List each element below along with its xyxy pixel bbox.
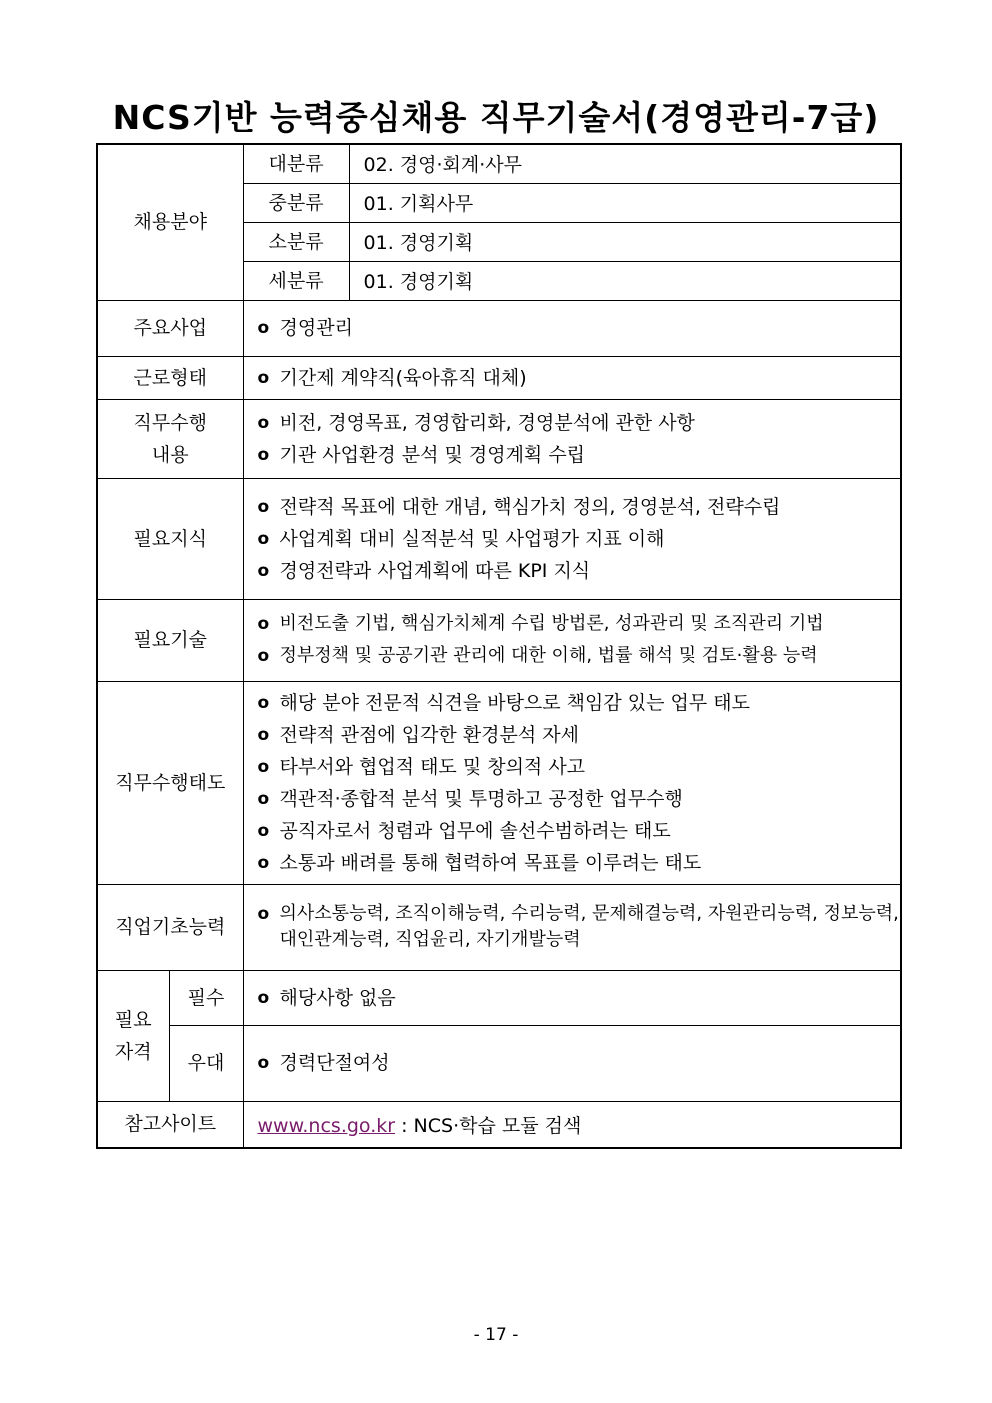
bullet-icon: o	[257, 367, 270, 388]
duties-items	[243, 399, 901, 478]
bullet-icon: o	[257, 496, 270, 517]
page-number: - 17 -	[473, 1325, 519, 1345]
list-item: o 경력단절여성	[258, 1047, 900, 1079]
bullet-icon: o	[257, 1053, 270, 1073]
list-item: o 비전도출 기법, 핵심가치체계 수립 방법론, 성과관리 및 조직관리 기법	[258, 608, 900, 640]
list-item: o 전략적 관점에 입각한 환경분석 자세	[258, 719, 900, 751]
reference-text: : NCS·학습 모듈 검색	[395, 1114, 582, 1137]
list-item: o 사업계획 대비 실적분석 및 사업평가 지표 이해	[258, 523, 900, 555]
list-item: o 해당사항 없음	[258, 982, 900, 1014]
list-item: o 비전, 경영목표, 경영합리화, 경영분석에 관한 사항	[258, 407, 900, 439]
minor-category-label: 소분류	[243, 222, 349, 261]
bullet-icon: o	[257, 692, 270, 713]
basic-ability-label: 직업기초능력	[97, 884, 243, 970]
bullet-icon: o	[257, 904, 270, 924]
bullet-icon: o	[257, 646, 270, 666]
list-item: o 경영전략과 사업계획에 따른 KPI 지식	[258, 555, 900, 587]
list-item: o 정부정책 및 공공기관 관리에 대한 이해, 법률 해석 및 검토·활용 능력	[258, 640, 900, 672]
required-items	[243, 970, 901, 1025]
middle-category-label: 중분류	[243, 183, 349, 222]
reference-value	[243, 1101, 901, 1148]
skills-label: 필요기술	[97, 599, 243, 681]
list-item: o 경영관리	[258, 312, 900, 344]
main-business-items	[243, 300, 901, 356]
sub-category-label: 세분류	[243, 261, 349, 300]
knowledge-items	[243, 478, 901, 599]
list-item: o 기관 사업환경 분석 및 경영계획 수립	[258, 439, 900, 471]
work-type-items	[243, 356, 901, 399]
knowledge-label: 필요지식	[97, 478, 243, 599]
list-item: o 공직자로서 청렴과 업무에 솔선수범하려는 태도	[258, 815, 900, 847]
preferred-items	[243, 1025, 901, 1101]
duties-label: 직무수행 내용	[97, 399, 243, 478]
page-title: NCS기반 능력중심채용 직무기술서(경영관리-7급)	[112, 98, 880, 137]
bullet-icon: o	[257, 756, 270, 777]
minor-category-value: 01. 경영기획	[349, 222, 901, 261]
list-item: o 해당 분야 전문적 식견을 바탕으로 책임감 있는 업무 태도	[258, 687, 900, 719]
major-category-value: 02. 경영·회계·사무	[349, 144, 901, 183]
bullet-icon: o	[257, 412, 270, 433]
ncs-site-link[interactable]: www.ncs.go.kr	[257, 1114, 396, 1137]
recruitment-label: 채용분야	[97, 144, 243, 300]
attitude-items	[243, 681, 901, 884]
work-type-label: 근로형태	[97, 356, 243, 399]
bullet-icon: o	[257, 724, 270, 745]
bullet-icon: o	[257, 318, 270, 338]
main-business-label: 주요사업	[97, 300, 243, 356]
skills-items	[243, 599, 901, 681]
list-item: o 타부서와 협업적 태도 및 창의적 사고	[258, 751, 900, 783]
list-item: o 객관적·종합적 분석 및 투명하고 공정한 업무수행	[258, 783, 900, 815]
list-item: o 기간제 계약직(육아휴직 대체)	[258, 362, 900, 394]
bullet-icon: o	[257, 528, 270, 549]
list-item: o 전략적 목표에 대한 개념, 핵심가치 정의, 경영분석, 전략수립	[258, 491, 900, 523]
attitude-label: 직무수행태도	[97, 681, 243, 884]
required-label: 필수	[169, 970, 243, 1025]
basic-ability-items	[243, 884, 901, 970]
bullet-icon: o	[257, 560, 270, 581]
sub-category-value: 01. 경영기획	[349, 261, 901, 300]
qualification-label: 필요 자격	[97, 970, 169, 1101]
list-item: o 의사소통능력, 조직이해능력, 수리능력, 문제해결능력, 자원관리능력, 정보능력, 대인관계능력, 직업윤리, 자기개발능력	[258, 901, 900, 953]
bullet-icon: o	[257, 820, 270, 841]
preferred-label: 우대	[169, 1025, 243, 1101]
bullet-icon: o	[257, 987, 270, 1008]
bullet-icon: o	[257, 852, 270, 873]
major-category-label: 대분류	[243, 144, 349, 183]
reference-label: 참고사이트	[97, 1101, 243, 1148]
list-item: o 소통과 배려를 통해 협력하여 목표를 이루려는 태도	[258, 847, 900, 879]
job-description-table	[96, 143, 902, 1149]
bullet-icon: o	[257, 444, 270, 465]
bullet-icon: o	[257, 788, 270, 809]
bullet-icon: o	[257, 614, 270, 634]
middle-category-value: 01. 기획사무	[349, 183, 901, 222]
